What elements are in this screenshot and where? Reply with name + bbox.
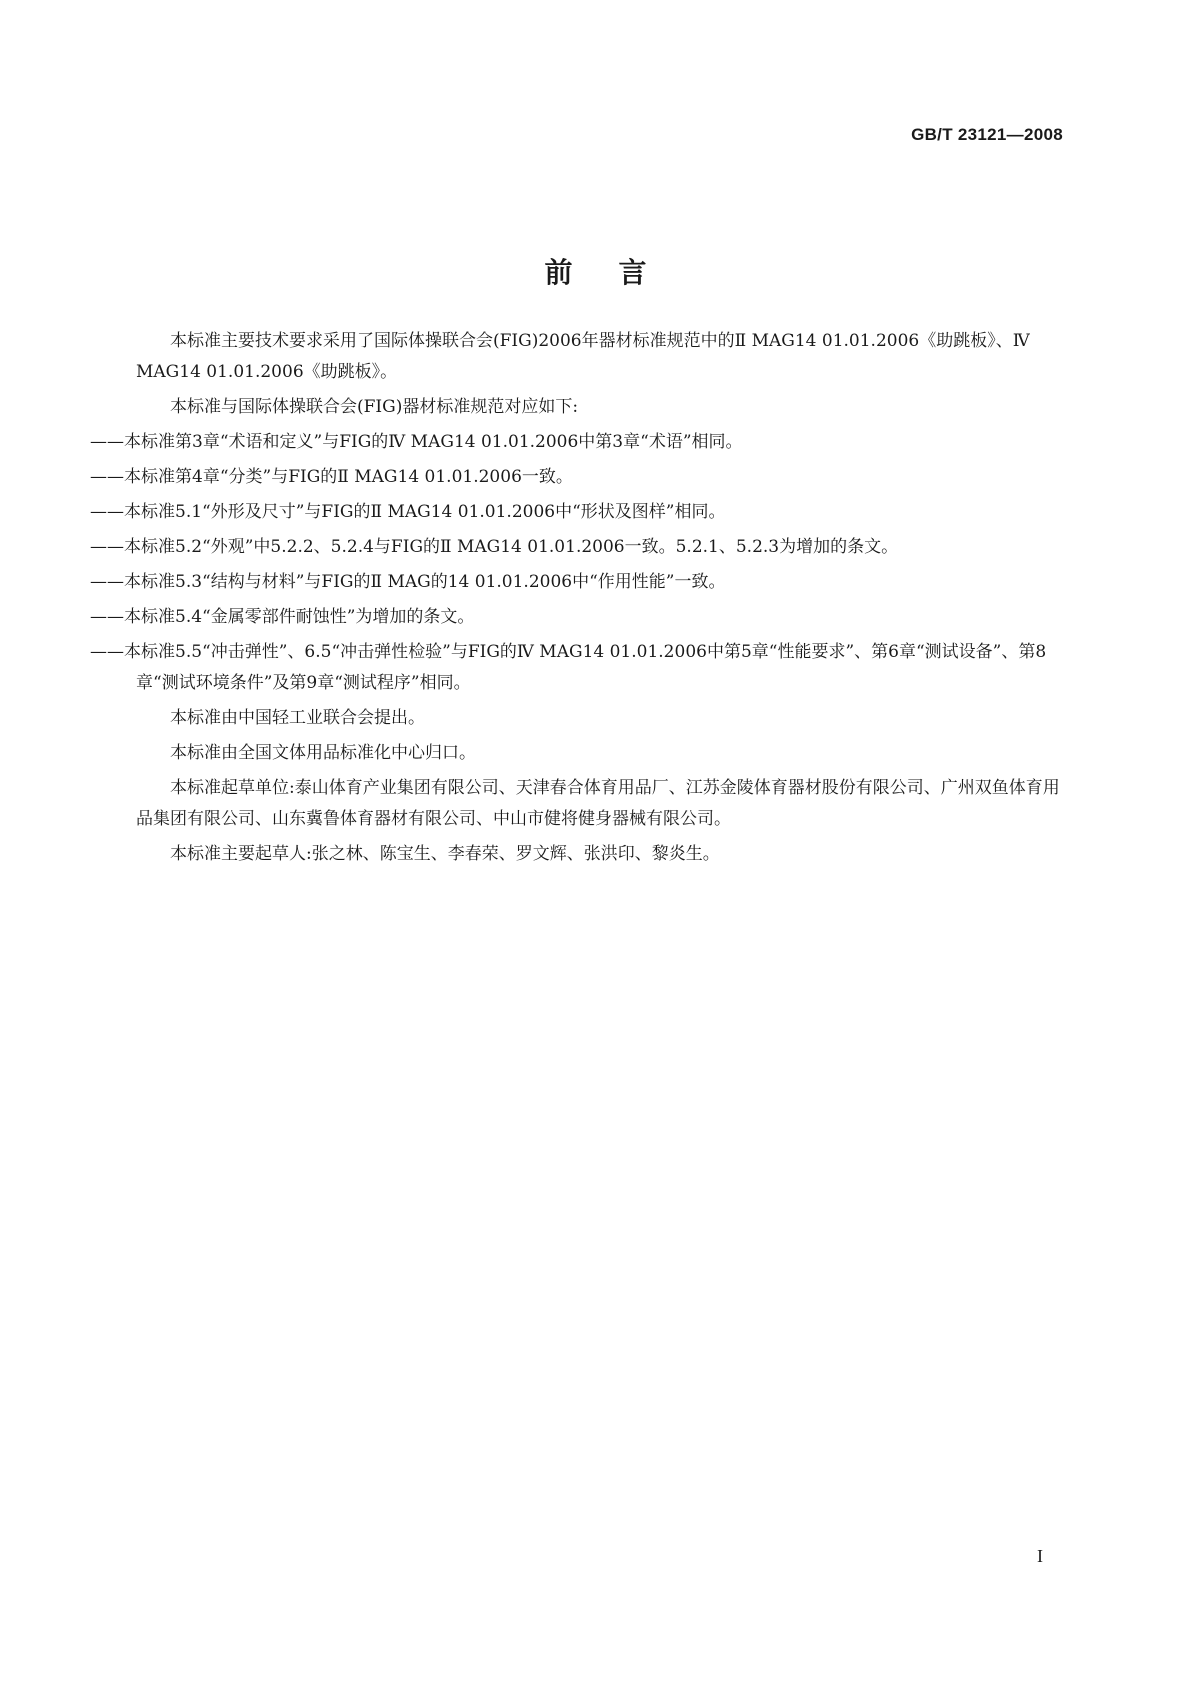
- paragraph-administered-by: 本标准由全国文体用品标准化中心归口。: [170, 743, 476, 763]
- paragraph-adoption: 本标准主要技术要求采用了国际体操联合会(FIG)2006年器材标准规范中的Ⅱ MAG14 01.01.2006《助跳板》、Ⅳ MAG14 01.01.2006《助跳板》。: [136, 331, 1030, 382]
- paragraph-proposed-by: 本标准由中国轻工业联合会提出。: [170, 708, 425, 728]
- paragraph-drafters: 本标准主要起草人:张之林、陈宝生、李春荣、罗文辉、张洪印、黎炎生。: [170, 844, 720, 864]
- foreword-body: [90, 326, 1062, 874]
- page-title: 前言: [544, 255, 693, 289]
- list-item-5-5: ——本标准5.5“冲击弹性”、6.5“冲击弹性检验”与FIG的Ⅳ MAG14 01.01.2006中第5章“性能要求”、第6章“测试设备”、第8章“测试环境条件”及第9章“测试程序”相同。: [90, 642, 1047, 693]
- standard-code: GB/T 23121—2008: [911, 125, 1063, 144]
- paragraph-correspondence-intro: 本标准与国际体操联合会(FIG)器材标准规范对应如下:: [170, 397, 579, 417]
- list-item-chapter-4: ——本标准第4章“分类”与FIG的Ⅱ MAG14 01.01.2006一致。: [90, 467, 573, 487]
- page-number: I: [1037, 1546, 1043, 1566]
- list-item-5-2: ——本标准5.2“外观”中5.2.2、5.2.4与FIG的Ⅱ MAG14 01.01.2006一致。5.2.1、5.2.3为增加的条文。: [90, 537, 899, 557]
- list-item-5-1: ——本标准5.1“外形及尺寸”与FIG的Ⅱ MAG14 01.01.2006中“形状及图样”相同。: [90, 502, 726, 522]
- list-item-chapter-3: ——本标准第3章“术语和定义”与FIG的Ⅳ MAG14 01.01.2006中第3章“术语”相同。: [90, 432, 743, 452]
- paragraph-drafting-units: 本标准起草单位:泰山体育产业集团有限公司、天津春合体育用品厂、江苏金陵体育器材股份有限公司、广州双鱼体育用品集团有限公司、山东冀鲁体育器材有限公司、中山市健将健身器械有限公司。: [136, 778, 1060, 829]
- list-item-5-4: ——本标准5.4“金属零部件耐蚀性”为增加的条文。: [90, 607, 475, 627]
- list-item-5-3: ——本标准5.3“结构与材料”与FIG的Ⅱ MAG的14 01.01.2006中“作用性能”一致。: [90, 572, 726, 592]
